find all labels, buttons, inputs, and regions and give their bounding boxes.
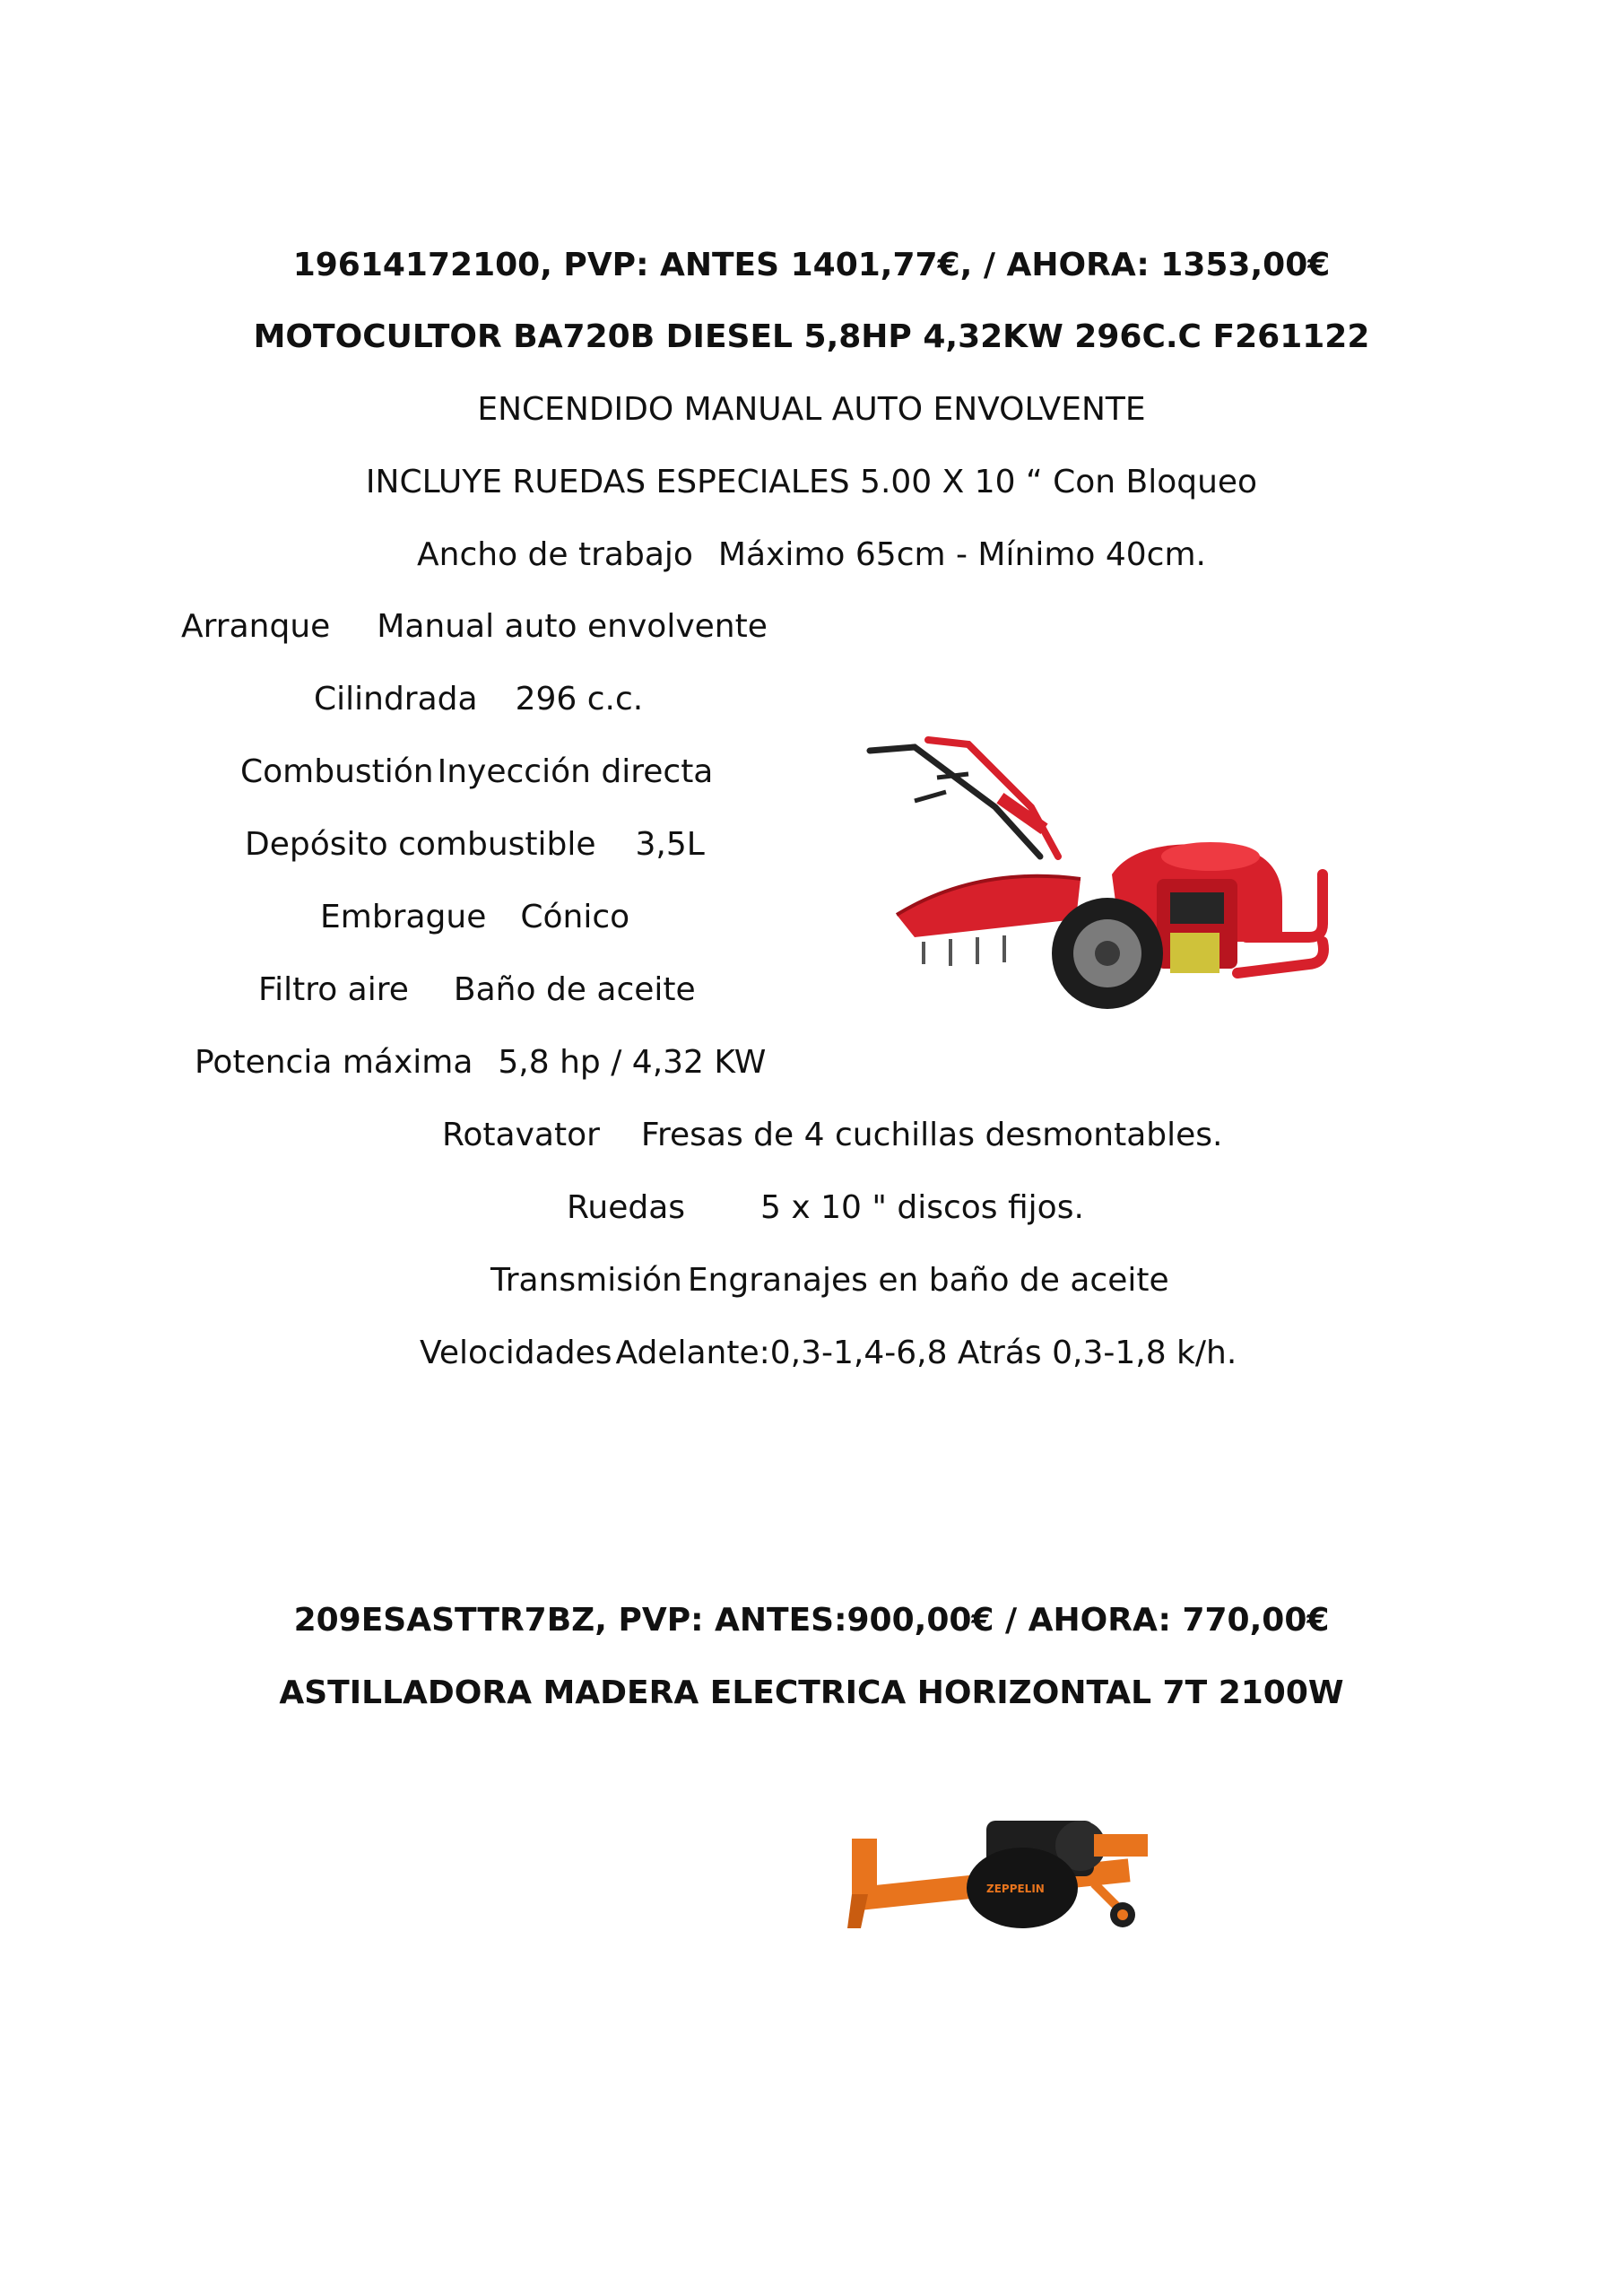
spec-label: Arranque [181, 608, 331, 645]
spec-row [442, 1116, 1223, 1155]
spec-label: Ruedas [567, 1189, 686, 1226]
spec-value: Inyección directa [437, 753, 714, 790]
product1-line-wheels: INCLUYE RUEDAS ESPECIALES 5.00 X 10 “ Con Bloqueo [365, 464, 1258, 500]
product1-line-ignition: ENCENDIDO MANUAL AUTO ENVOLVENTE [477, 391, 1146, 428]
working-width-label: Ancho de trabajo [417, 536, 693, 573]
spec-label: Potencia máxima [195, 1044, 473, 1081]
spec-value: 5 x 10 " discos fijos. [760, 1189, 1084, 1226]
product1-title: MOTOCULTOR BA720B DIESEL 5,8HP 4,32KW 296C.C F261122 [253, 318, 1370, 355]
spec-value: Cónico [520, 899, 630, 935]
spec-row [181, 607, 768, 647]
spec-row [258, 970, 696, 1010]
spec-row [245, 825, 705, 865]
spec-row [240, 752, 713, 792]
spec-label: Embrague [320, 899, 487, 935]
product1-price-line: 19614172100, PVP: ANTES 1401,77€, / AHORA: 1353,00€ [292, 247, 1331, 283]
spec-value: 3,5L [635, 826, 705, 863]
spec-label: Rotavator [442, 1117, 600, 1153]
spec-value: Adelante:0,3-1,4-6,8 Atrás 0,3-1,8 k/h. [615, 1335, 1237, 1371]
spec-value: Fresas de 4 cuchillas desmontables. [640, 1117, 1223, 1153]
spec-row [320, 898, 629, 937]
spec-label: Filtro aire [258, 971, 409, 1008]
product2-price-line: 209ESASTTR7BZ, PVP: ANTES:900,00€ / AHORA: 770,00€ [293, 1602, 1330, 1639]
spec-value: Engranajes en baño de aceite [687, 1262, 1169, 1299]
spec-value: 5,8 hp / 4,32 KW [498, 1044, 767, 1081]
product1-working-width [0, 535, 1623, 575]
spec-value: Baño de aceite [453, 971, 696, 1008]
spec-label: Combustión [240, 753, 434, 790]
spec-row [567, 1188, 1084, 1228]
spec-label: Depósito combustible [245, 826, 596, 863]
brand-label: ZEPPELIN [986, 1883, 1045, 1895]
working-width-value: Máximo 65cm - Mínimo 40cm. [717, 536, 1206, 573]
spec-row [490, 1261, 1169, 1300]
spec-row [195, 1043, 766, 1083]
spec-label: Cilindrada [314, 681, 478, 718]
spec-value: Manual auto envolvente [377, 608, 768, 645]
tiller-image [861, 722, 1345, 1018]
spec-label: Transmisión [490, 1262, 682, 1299]
log-splitter-image [825, 1803, 1202, 1937]
spec-row [314, 680, 643, 719]
spec-value: 296 c.c. [515, 681, 644, 718]
product2-title: ASTILLADORA MADERA ELECTRICA HORIZONTAL 7T 2100W [279, 1674, 1344, 1711]
spec-row [420, 1334, 1237, 1373]
spec-label: Velocidades [420, 1335, 612, 1371]
